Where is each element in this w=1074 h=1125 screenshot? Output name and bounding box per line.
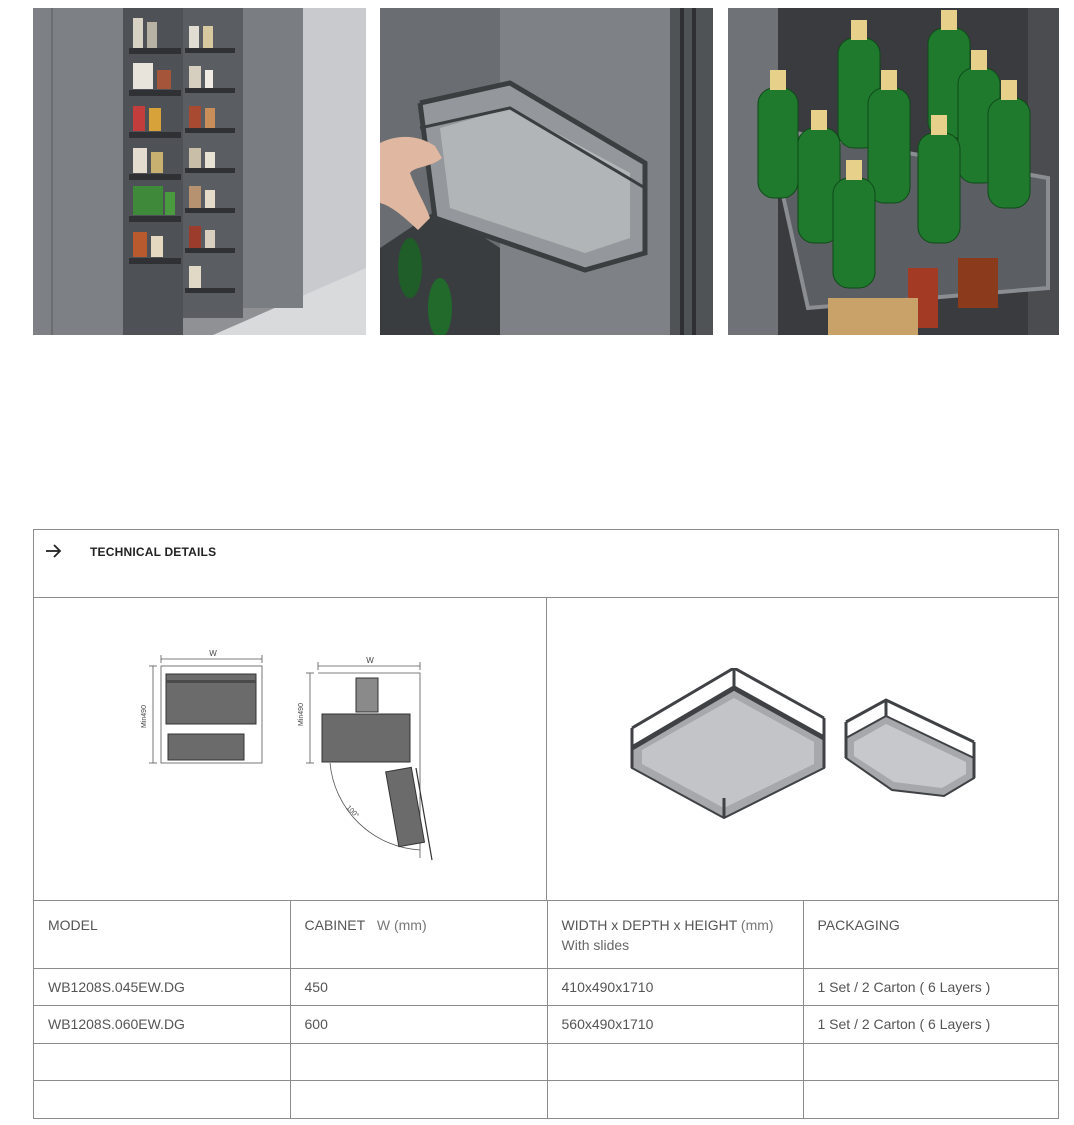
cell-dimensions [547,1081,803,1119]
table-row [34,1006,1058,1044]
min-height-label-left: Min490 [141,705,148,728]
header-cabinet: CABINET W (mm) [290,901,547,968]
photo-basket-in-hand [380,8,713,335]
width-label-right: W [366,656,374,665]
technical-details-title: TECHNICAL DETAILS [90,545,217,559]
cell-model: WB1208S.045EW.DG [34,968,290,1006]
cell-cabinet: 600 [290,1006,547,1044]
cell-cabinet [290,1043,547,1081]
photo-bottles-on-shelf [728,8,1059,335]
cell-model: WB1208S.060EW.DG [34,1006,290,1044]
spec-header-row [34,901,1058,968]
cell-cabinet [290,1081,547,1119]
photo-tall-pantry [33,8,366,335]
drawings-divider [546,598,547,901]
cell-packaging: 1 Set / 2 Carton ( 6 Layers ) [803,968,1058,1006]
arrow-right-icon [45,543,63,559]
cell-cabinet: 450 [290,968,547,1006]
cell-dimensions: 410x490x1710 [547,968,803,1006]
technical-details-header [34,530,1058,598]
angle-label: 100° [344,804,360,820]
cell-model [34,1043,290,1081]
table-row [34,968,1058,1006]
technical-details-panel [33,529,1059,1119]
width-label-left: W [209,649,217,658]
cell-packaging [803,1043,1058,1081]
cell-packaging: 1 Set / 2 Carton ( 6 Layers ) [803,1006,1058,1044]
table-row [34,1081,1058,1119]
cell-packaging [803,1081,1058,1119]
dimension-drawing [134,638,444,863]
cell-dimensions [547,1043,803,1081]
table-row [34,1043,1058,1081]
cell-dimensions: 560x490x1710 [547,1006,803,1044]
cell-model [34,1081,290,1119]
header-dimensions: WIDTH x DEPTH x HEIGHT (mm) With slides [547,901,803,968]
header-model: MODEL [34,901,290,968]
header-packaging: PACKAGING [803,901,1058,968]
spec-table [34,901,1058,1118]
min-height-label-right: Min490 [298,703,305,726]
basket-illustration [624,668,984,828]
technical-drawings [34,598,1058,901]
